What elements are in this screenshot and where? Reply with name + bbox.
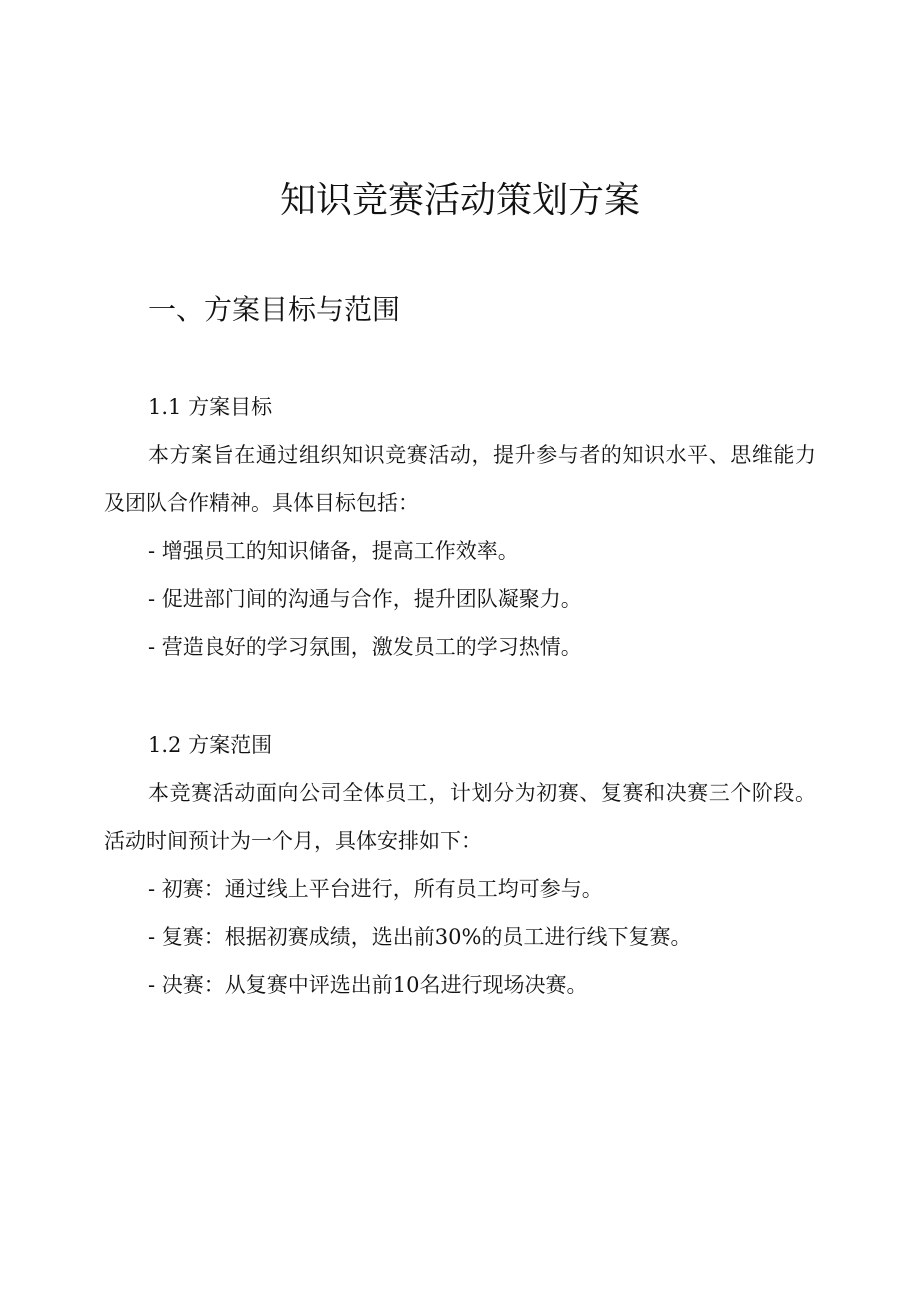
list-item: - 复赛：根据初赛成绩，选出前30%的员工进行线下复赛。: [148, 925, 692, 949]
subsection-goals: [104, 383, 816, 671]
paragraph-goals: 本方案旨在通过组织知识竞赛活动，提升参与者的知识水平、思维能力及团队合作精神。具体目标包括：: [104, 443, 816, 515]
list-item: - 促进部门间的沟通与合作，提升团队凝聚力。: [148, 587, 582, 611]
list-item: - 决赛：从复赛中评选出前10名进行现场决赛。: [148, 973, 588, 997]
subsection-heading-goals: 1.1 方案目标: [148, 395, 273, 419]
subsection-scope: [104, 721, 816, 1009]
list-item: - 初赛：通过线上平台进行，所有员工均可参与。: [148, 877, 603, 901]
subsection-heading-scope: 1.2 方案范围: [148, 733, 273, 757]
section-heading: 一、方案目标与范围: [148, 293, 401, 326]
list-item: - 营造良好的学习氛围，激发员工的学习热情。: [148, 635, 582, 659]
paragraph-scope: 本竞赛活动面向公司全体员工，计划分为初赛、复赛和决赛三个阶段。活动时间预计为一个月，具体安排如下：: [104, 781, 816, 853]
list-item: - 增强员工的知识储备，提高工作效率。: [148, 539, 519, 563]
document-title: 知识竞赛活动策划方案: [279, 180, 640, 221]
